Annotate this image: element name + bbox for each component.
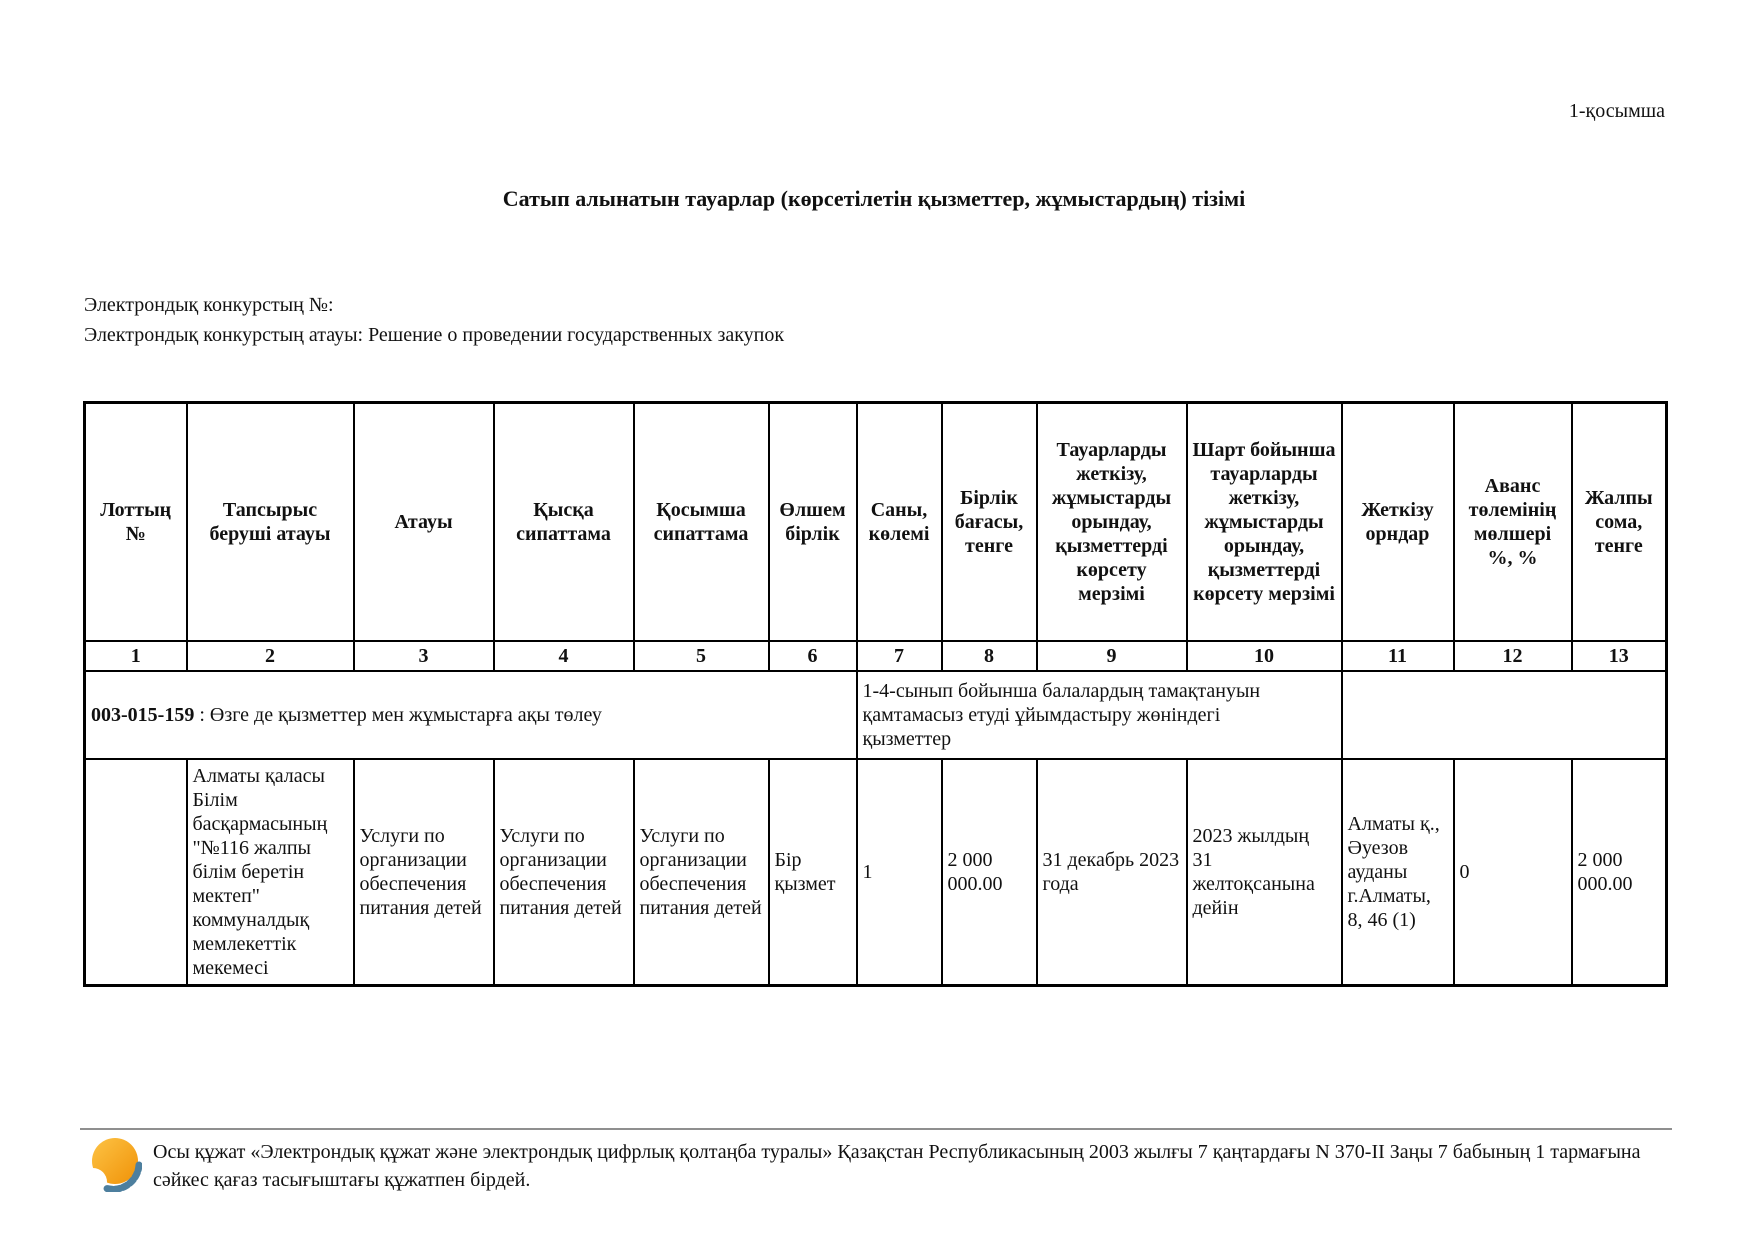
lot-title-row <box>85 671 1667 759</box>
lot-service-cell <box>857 671 1342 759</box>
table-header-row <box>85 403 1667 642</box>
cell-lot-number <box>85 759 187 986</box>
header-name: Атауы <box>354 403 494 642</box>
cell-delivery-term: 31 декабрь 2023 года <box>1037 759 1187 986</box>
appendix-label: 1-қосымша <box>1568 100 1665 122</box>
header-advance-percent: Аванс төлемінің мөлшері %, % <box>1454 403 1572 642</box>
header-customer: Тапсырыс беруші атауы <box>187 403 354 642</box>
header-short-description: Қысқа сипаттама <box>494 403 634 642</box>
lot-code-cell <box>85 671 857 759</box>
column-number: 11 <box>1342 641 1454 671</box>
cell-contract-delivery-term <box>1187 759 1342 986</box>
cell-total-sum: 2 000 000.00 <box>1572 759 1667 986</box>
column-number: 5 <box>634 641 769 671</box>
header-delivery-term: Тауарларды жеткізу, жұмыстарды орындау, қызметтерді көрсету мерзімі <box>1037 403 1187 642</box>
header-delivery-place: Жеткізу орндар <box>1342 403 1454 642</box>
header-total-sum: Жалпы сома, тенге <box>1572 403 1667 642</box>
cell-quantity: 1 <box>857 759 942 986</box>
cell-additional-description: Услуги по организации обеспечения питания детей <box>634 759 769 986</box>
column-number: 13 <box>1572 641 1667 671</box>
column-number: 1 <box>85 641 187 671</box>
header-quantity: Саны, көлемі <box>857 403 942 642</box>
column-number: 6 <box>769 641 857 671</box>
header-lot-number: Лоттың № <box>85 403 187 642</box>
header-unit: Өлшем бірлік <box>769 403 857 642</box>
footer-divider <box>80 1128 1672 1130</box>
contest-name-line: Электрондық конкурстың атауы: Решение о проведении государственных закупок <box>84 324 785 346</box>
column-number: 7 <box>857 641 942 671</box>
lot-service-name: 1-4-сынып бойынша балалардың тамақтануын қамтамасыз етуді ұйымдастыру жөніндегі қызметтер <box>862 680 1261 750</box>
cell-short-description: Услуги по организации обеспечения питания детей <box>494 759 634 986</box>
delivery-place-text: Алматы қ., Әуезов ауданы г.Алматы, 8, 46 (1) <box>1347 813 1440 931</box>
column-number: 3 <box>354 641 494 671</box>
contract-delivery-term-text: 2023 жылдың 31 желтоқсанына дейін <box>1192 825 1315 919</box>
column-numbers-row <box>85 641 1667 671</box>
lot-code: 003-015-159 <box>91 704 195 726</box>
goszakup-logo-icon <box>88 1136 142 1192</box>
column-number: 8 <box>942 641 1037 671</box>
lot-description: Өзге де қызметтер мен жұмыстарға ақы төлеу <box>209 704 602 726</box>
column-number: 12 <box>1454 641 1572 671</box>
cell-advance-percent: 0 <box>1454 759 1572 986</box>
header-contract-delivery-term: Шарт бойынша тауарларды жеткізу, жұмыстарды орындау, қызметтерді көрсету мерзімі <box>1187 403 1342 642</box>
footer-disclaimer: Осы құжат «Электрондық құжат және электрондық цифрлық қолтаңба туралы» Қазақстан Республикасының 2003 жылғы 7 қаңтардағы N 370-II Заңы 7 бабының 1 тармағына сәйкес қағаз тасығыштағы құжатпен бірдей. <box>153 1141 1641 1191</box>
cell-unit: Бір қызмет <box>769 759 857 986</box>
footer <box>88 1136 1672 1194</box>
header-unit-price: Бірлік бағасы, тенге <box>942 403 1037 642</box>
page-title: Сатып алынатын тауарлар (көрсетілетін қызметтер, жұмыстардың) тізімі <box>502 186 1246 211</box>
column-number: 2 <box>187 641 354 671</box>
procurement-lots-table <box>83 401 1668 987</box>
lot-separator: : <box>194 704 210 726</box>
cell-customer: Алматы қаласы Білім басқармасының "№116 жалпы білім беретін мектеп" коммуналдық мемлекеттік мекемесі <box>187 759 354 986</box>
lot-data-row <box>85 759 1667 986</box>
header-additional-description: Қосымша сипаттама <box>634 403 769 642</box>
column-number: 4 <box>494 641 634 671</box>
cell-delivery-place <box>1342 759 1454 986</box>
cell-unit-price: 2 000 000.00 <box>942 759 1037 986</box>
lot-empty-cell <box>1342 671 1667 759</box>
column-number: 10 <box>1187 641 1342 671</box>
contest-number-line: Электрондық конкурстың №: <box>84 294 334 316</box>
cell-name: Услуги по организации обеспечения питания детей <box>354 759 494 986</box>
column-number: 9 <box>1037 641 1187 671</box>
